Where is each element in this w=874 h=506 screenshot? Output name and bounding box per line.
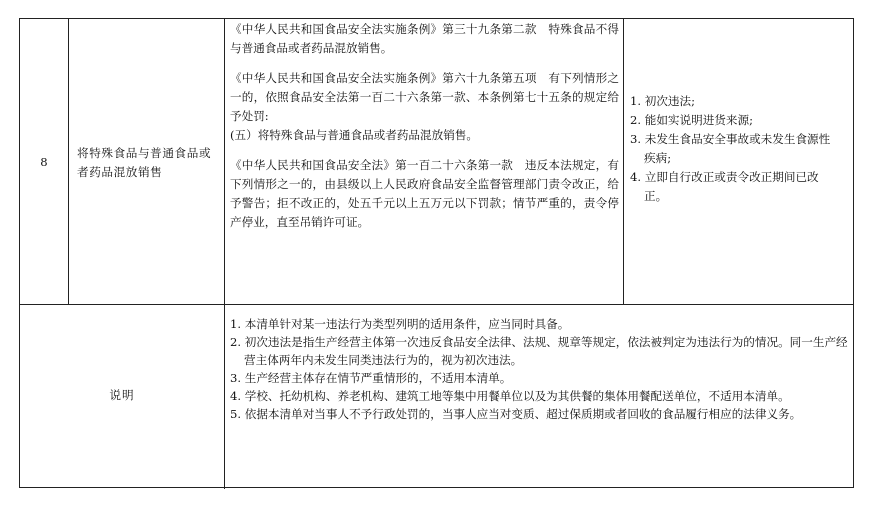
col-divider-3 <box>623 19 624 304</box>
note-item: 2. 初次违法是指生产经营主体第一次违反食品安全法律、法规、规章等规定，依法被判定为违法行为的情况。同一生产经营主体两年内未发生同类违法行为的，视为初次违法。 <box>230 335 848 367</box>
notes-cell <box>230 315 848 423</box>
conditions-cell <box>630 92 835 206</box>
basis-para-4: 《中华人民共和国食品安全法》第一百二十六条第一款 违反本法规定，有下列情形之一的，由县级以上人民政府食品安全监督管理部门责令改正，给予警告；拒不改正的，处五千元以上五万元以下罚款；情节严重的，责令停产停业，直至吊销许可证。 <box>230 158 619 229</box>
note-item: 5. 依据本清单对当事人不予行政处罚的，当事人应当对变质、超过保质期或者回收的食品履行相应的法律义务。 <box>230 407 802 421</box>
basis-para-3: (五）将特殊食品与普通食品或者药品混放销售。 <box>230 128 478 142</box>
condition-item: 4. 立即自行改正或责令改正期间已改正。 <box>630 170 819 203</box>
note-item: 1. 本清单针对某一违法行为类型列明的适用条件，应当同时具备。 <box>230 317 570 331</box>
notes-label: 说明 <box>109 388 135 402</box>
basis-para-1: 《中华人民共和国食品安全法实施条例》第三十九条第二款 特殊食品不得与普通食品或者药品混放销售。 <box>230 22 619 55</box>
condition-item: 3. 未发生食品安全事故或未发生食源性疾病; <box>630 132 831 165</box>
col-divider-1 <box>68 19 69 304</box>
row-number: 8 <box>40 155 48 169</box>
condition-item: 2. 能如实说明进货来源; <box>630 113 753 127</box>
regulation-table <box>19 18 854 488</box>
violation-cell: 将特殊食品与普通食品或者药品混放销售 <box>77 146 212 179</box>
conditions-list <box>630 92 835 206</box>
notes-list <box>230 315 848 423</box>
condition-item: 1. 初次违法; <box>630 94 696 108</box>
legal-basis-cell <box>230 20 619 232</box>
note-item: 4. 学校、托幼机构、养老机构、建筑工地等集中用餐单位以及为其供餐的集体用餐配送单位，不适用本清单。 <box>230 389 790 403</box>
col-divider-2 <box>224 19 225 489</box>
note-item: 3. 生产经营主体存在情节严重情形的，不适用本清单。 <box>230 371 512 385</box>
row-divider <box>20 304 853 305</box>
basis-para-2: 《中华人民共和国食品安全法实施条例》第六十九条第五项 有下列情形之一的，依照食品安全法第一百二十六条第一款、本条例第七十五条的规定给予处罚: <box>230 71 619 123</box>
